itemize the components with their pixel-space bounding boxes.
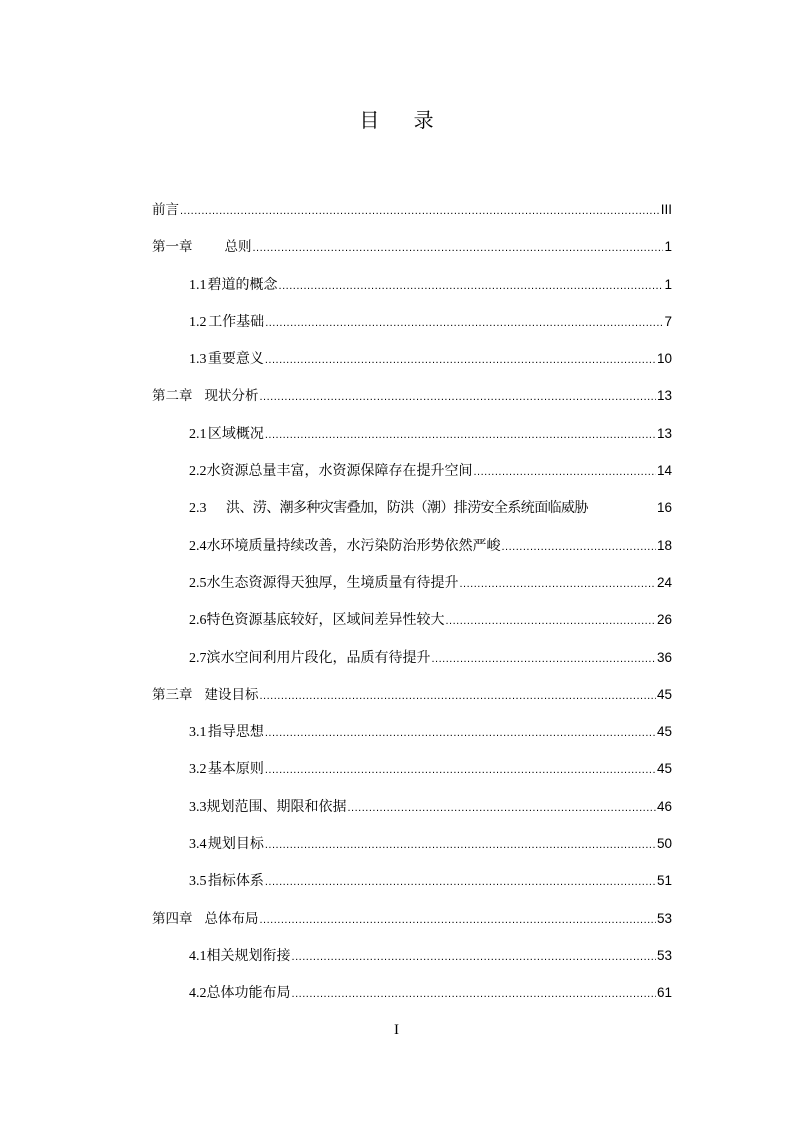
- toc-entry-section[interactable]: [152, 639, 672, 676]
- toc-entry-section[interactable]: [152, 340, 672, 377]
- toc-entry-section[interactable]: [152, 713, 672, 750]
- toc-leader: [265, 752, 656, 789]
- toc-entry-page: 14: [656, 463, 672, 479]
- toc-entry-page: 16: [656, 500, 672, 516]
- toc-entry-title: 水环境质量持续改善，水污染防治形势依然严峻: [206, 537, 501, 554]
- toc-entry-number: 1.3: [189, 352, 207, 368]
- toc-entry-number: 2.2: [189, 464, 207, 480]
- toc-entry-number: 1.2: [189, 314, 207, 330]
- toc-entry-page: 45: [656, 686, 672, 702]
- toc-entry-section[interactable]: [152, 601, 672, 638]
- toc-entry-title: 指标体系: [207, 873, 264, 890]
- toc-entry-section[interactable]: [152, 527, 672, 564]
- toc-entry-title: 现状分析: [204, 388, 259, 405]
- toc-entry-section[interactable]: [152, 415, 672, 452]
- toc-leader: [265, 417, 656, 454]
- toc-leader: [292, 976, 656, 1013]
- toc-entry-title: 相关规划衔接: [206, 947, 291, 964]
- toc-entry-page: 1: [664, 239, 672, 255]
- toc-entry-number: 第二章: [152, 388, 193, 405]
- toc-entry-section[interactable]: [152, 489, 672, 526]
- toc-entry-page: 53: [656, 910, 672, 926]
- toc-entry-section[interactable]: [152, 974, 672, 1011]
- toc-entry-page: 26: [656, 612, 672, 628]
- toc-leader: [474, 454, 656, 491]
- toc-leader: [265, 864, 656, 901]
- toc-leader: [265, 342, 656, 379]
- page-title: 目 录: [359, 108, 448, 132]
- toc-leader: [432, 641, 656, 678]
- toc-entry-title: 滨水空间利用片段化，品质有待提升: [206, 649, 431, 666]
- toc-entry-title: 前言: [152, 202, 179, 218]
- table-of-contents: [152, 191, 672, 1012]
- toc-entry-title: 总体布局: [204, 910, 259, 927]
- toc-entry-number: 2.1: [189, 426, 207, 442]
- toc-entry-title: 碧道的概念: [207, 276, 278, 293]
- toc-entry-number: 2.6: [189, 613, 207, 629]
- toc-leader: [260, 678, 656, 715]
- toc-entry-page: 51: [656, 873, 672, 889]
- toc-entry-page: 1: [664, 276, 672, 292]
- toc-entry-page: 36: [656, 649, 672, 665]
- toc-entry-number: 3.2: [189, 762, 207, 778]
- toc-leader: [260, 379, 656, 416]
- toc-entry-page: 10: [656, 351, 672, 367]
- toc-entry-title: 重要意义: [207, 351, 264, 368]
- toc-entry-chapter-4[interactable]: [152, 900, 672, 937]
- toc-entry-number: 2.4: [189, 538, 207, 554]
- toc-leader: [253, 230, 664, 267]
- toc-entry-page: 46: [656, 798, 672, 814]
- toc-entry-number: 2.3: [189, 501, 207, 517]
- toc-entry-page: 50: [656, 836, 672, 852]
- toc-entry-number: 4.2: [189, 986, 207, 1002]
- toc-entry-page: 13: [656, 425, 672, 441]
- toc-entry-number: 3.1: [189, 725, 207, 741]
- toc-entry-number: 2.7: [189, 650, 207, 666]
- toc-entry-section[interactable]: [152, 564, 672, 601]
- toc-entry-chapter-2[interactable]: [152, 377, 672, 414]
- toc-entry-page: 13: [656, 388, 672, 404]
- toc-entry-title: 水生态资源得天独厚，生境质量有待提升: [206, 574, 459, 591]
- toc-leader: [265, 715, 656, 752]
- toc-entry-number: 4.1: [189, 948, 207, 964]
- toc-leader: [446, 603, 656, 640]
- toc-entry-section[interactable]: [152, 825, 672, 862]
- toc-leader: [348, 790, 656, 827]
- toc-entry-number: 第三章: [152, 686, 193, 703]
- toc-entry-title: 工作基础: [208, 313, 265, 330]
- toc-leader: [502, 529, 656, 566]
- toc-entry-title: 建设目标: [204, 686, 259, 703]
- toc-entry-page: 45: [656, 761, 672, 777]
- toc-leader: [180, 193, 660, 230]
- toc-entry-title: 特色资源基底较好，区域间差异性较大: [206, 612, 445, 629]
- toc-entry-section[interactable]: [152, 303, 672, 340]
- toc-entry-chapter-3[interactable]: [152, 676, 672, 713]
- toc-entry-title: 规划目标: [207, 836, 264, 853]
- toc-entry-preface[interactable]: [152, 191, 672, 228]
- toc-entry-title: 基本原则: [207, 761, 264, 778]
- toc-entry-page: 61: [656, 985, 672, 1001]
- toc-entry-title: 总则: [224, 239, 252, 256]
- toc-entry-title: 水资源总量丰富，水资源保障存在提升空间: [206, 463, 473, 480]
- toc-entry-page: 18: [656, 537, 672, 553]
- toc-leader: [265, 827, 656, 864]
- toc-entry-number: 第一章: [152, 239, 193, 256]
- toc-leader: [279, 268, 664, 305]
- toc-entry-title: 总体功能布局: [206, 985, 291, 1002]
- toc-entry-section[interactable]: [152, 862, 672, 899]
- toc-entry-number: 第四章: [152, 910, 193, 927]
- toc-entry-page: 53: [656, 947, 672, 963]
- toc-entry-page: III: [660, 202, 672, 217]
- toc-entry-title: 规划范围、期限和依据: [206, 798, 347, 815]
- toc-entry-number: 3.3: [189, 799, 207, 815]
- toc-entry-page: 45: [656, 724, 672, 740]
- toc-entry-page: 7: [664, 313, 672, 329]
- toc-entry-number: 3.4: [189, 837, 207, 853]
- toc-entry-section[interactable]: [152, 266, 672, 303]
- toc-entry-title: 指导思想: [207, 724, 264, 741]
- toc-leader: [292, 939, 656, 976]
- toc-entry-number: 3.5: [189, 874, 207, 890]
- toc-entry-number: 1.1: [189, 277, 207, 293]
- toc-leader: [265, 305, 663, 342]
- toc-entry-section[interactable]: [152, 750, 672, 787]
- toc-entry-title: 区域概况: [207, 425, 264, 442]
- toc-entry-section[interactable]: [152, 937, 672, 974]
- toc-leader: [460, 566, 656, 603]
- toc-entry-section[interactable]: [152, 452, 672, 489]
- footer-page-number: I: [394, 1022, 399, 1038]
- toc-entry-title: 洪、涝、潮多种灾害叠加，防洪（潮）排涝安全系统面临威胁: [226, 500, 588, 517]
- toc-entry-number: 2.5: [189, 575, 207, 591]
- toc-entry-chapter-1[interactable]: [152, 228, 672, 265]
- toc-leader: [260, 902, 656, 939]
- toc-entry-section[interactable]: [152, 788, 672, 825]
- toc-entry-page: 24: [656, 574, 672, 590]
